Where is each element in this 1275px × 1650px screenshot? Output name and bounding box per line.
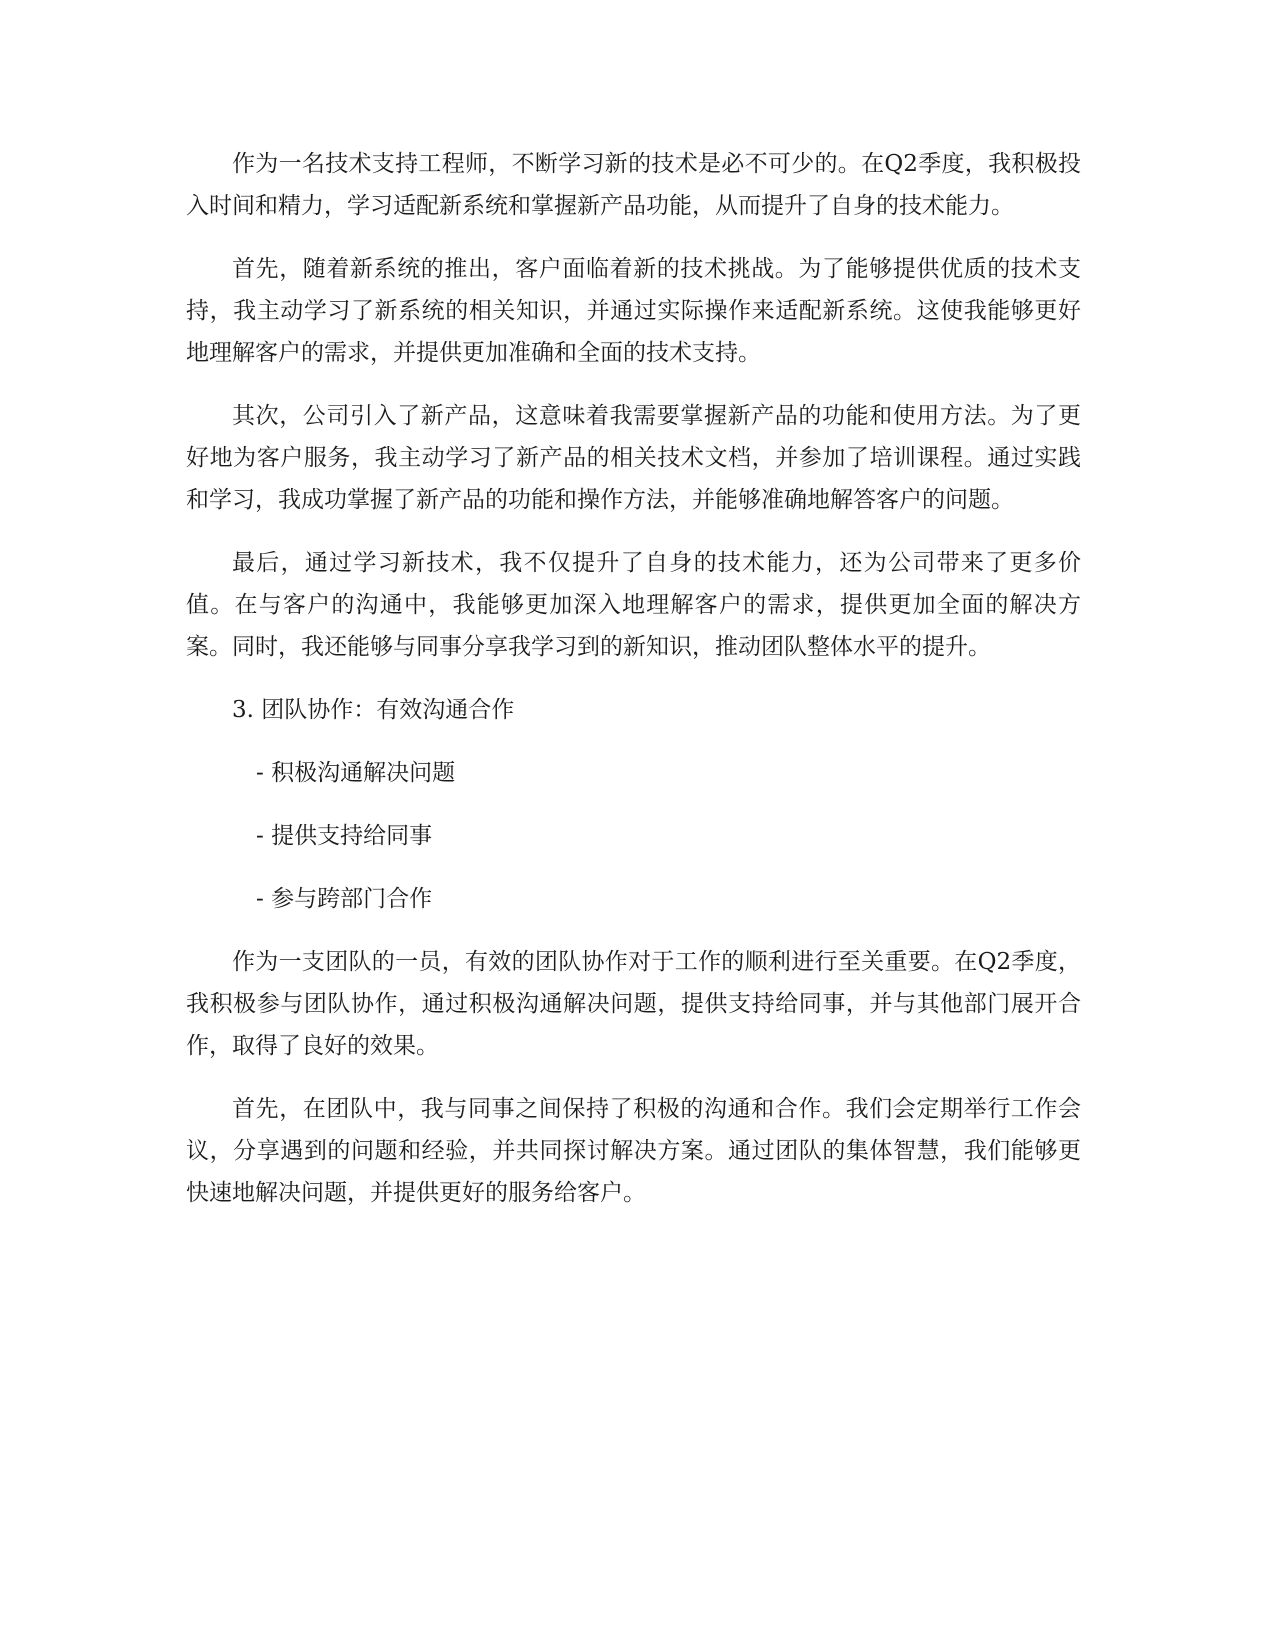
bullet-item: - 参与跨部门合作 (256, 886, 433, 912)
bullet-item: - 提供支持给同事 (256, 823, 433, 849)
document-body (186, 143, 1081, 1235)
paragraph-team-communication: 首先，在团队中，我与同事之间保持了积极的沟通和合作。我们会定期举行工作会议，分享遇到的问题和经验，并共同探讨解决方案。通过团队的集体智慧，我们能够更快速地解决问题，并提供更好的服务给客户。 (186, 1096, 1081, 1206)
paragraph-new-system: 首先，随着新系统的推出，客户面临着新的技术挑战。为了能够提供优质的技术支持，我主动学习了新系统的相关知识，并通过实际操作来适配新系统。这使我能够更好地理解客户的需求，并提供更加准确和全面的技术支持。 (186, 256, 1081, 366)
paragraph-new-product: 其次，公司引入了新产品，这意味着我需要掌握新产品的功能和使用方法。为了更好地为客户服务，我主动学习了新产品的相关技术文档，并参加了培训课程。通过实践和学习，我成功掌握了新产品的功能和操作方法，并能够准确地解答客户的问题。 (186, 403, 1081, 513)
section-heading-teamwork: 3. 团队协作：有效沟通合作 (232, 697, 515, 723)
bullet-item: - 积极沟通解决问题 (256, 760, 456, 786)
paragraph-learning-value: 最后，通过学习新技术，我不仅提升了自身的技术能力，还为公司带来了更多价值。在与客户的沟通中，我能够更加深入地理解客户的需求，提供更加全面的解决方案。同时，我还能够与同事分享我学习到的新知识，推动团队整体水平的提升。 (186, 550, 1081, 660)
paragraph-learning-intro: 作为一名技术支持工程师，不断学习新的技术是必不可少的。在Q2季度，我积极投入时间和精力，学习适配新系统和掌握新产品功能，从而提升了自身的技术能力。 (186, 151, 1081, 219)
paragraph-teamwork-intro: 作为一支团队的一员，有效的团队协作对于工作的顺利进行至关重要。在Q2季度，我积极参与团队协作，通过积极沟通解决问题，提供支持给同事，并与其他部门展开合作，取得了良好的效果。 (186, 949, 1081, 1059)
